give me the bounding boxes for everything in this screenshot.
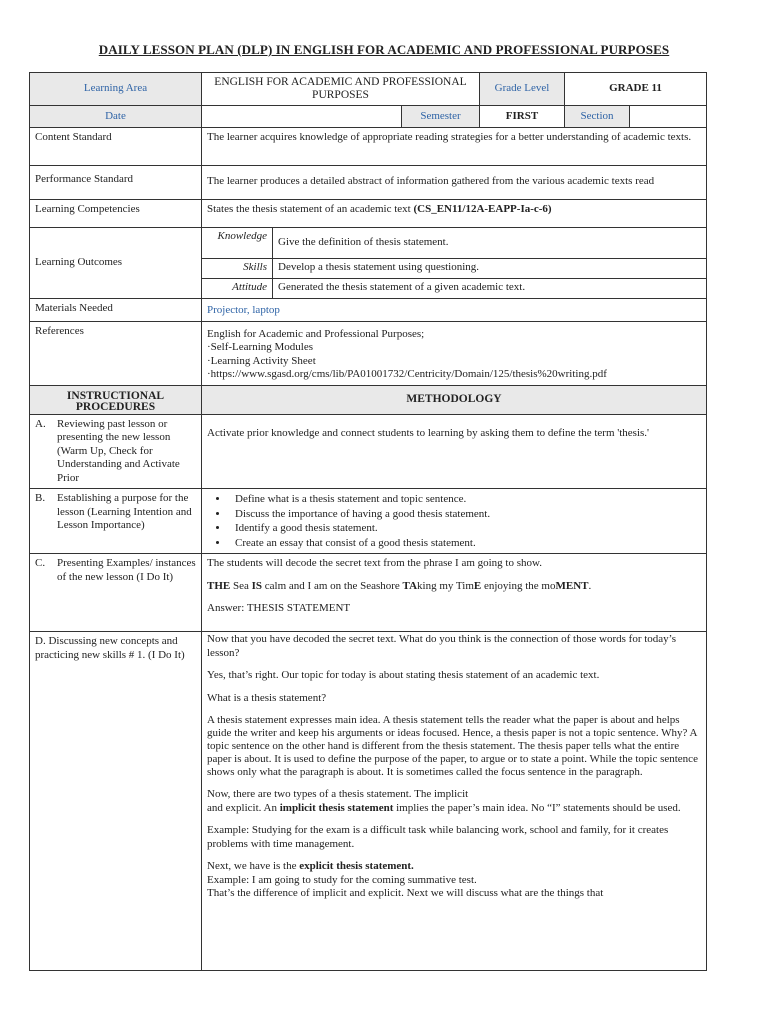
procedures-header: INSTRUCTIONAL PROCEDURES [30,385,202,414]
section-d-paragraph: What is a thesis statement? [207,691,327,704]
date-label: Date [30,106,202,128]
materials-text: Projector, laptop [202,299,707,322]
section-a-label: Reviewing past lesson or presenting the new lesson (Warm Up, Check for Understanding and Activate Prior [57,417,180,484]
performance-standard-label: Performance Standard [30,166,202,200]
section-c-label-cell [30,554,202,632]
outcome-text-knowledge: Give the definition of thesis statement. [273,228,707,258]
explicit-term: explicit thesis statement. [299,860,414,872]
content-standard-row [30,128,707,166]
secret-letter-bold: TA [402,579,418,592]
section-c-label: Presenting Examples/ instances of the new lesson (I Do It) [57,557,196,583]
section-a-letter: A. [35,417,46,430]
secret-text: Sea [230,579,252,592]
text-run: and explicit. An [207,801,280,814]
section-d-paragraph: Example: I am going to study for the coming summative test. [207,873,477,886]
section-d-paragraph [207,860,701,874]
competencies-row [30,200,707,228]
section-b-label-cell [30,489,202,554]
methodology-header: METHODOLOGY [202,385,707,414]
section-d-paragraph: Now that you have decoded the secret text. What do you think is the connection of those words for today’s lesson? [207,633,677,659]
secret-phrase [207,580,701,594]
section-b-label: Establishing a purpose for the lesson (Learning Intention and Lesson Importance) [57,492,192,531]
text-run: Next, we have is the [207,860,300,872]
reference-line: ·Learning Activity Sheet [207,354,316,367]
performance-standard-row [30,166,707,200]
secret-text: calm and I am on the Seashore [262,579,403,592]
section-d-label: D. Discussing new concepts and practicing new skills # 1. (I Do It) [30,632,202,971]
secret-letter-bold: E [473,579,482,592]
bullet-item: • Discuss the importance of having a good thesis statement. [229,507,701,522]
section-d-cell [202,632,707,971]
section-d-paragraph: That’s the difference of implicit and explicit. Next we will discuss what are the things that [207,887,604,899]
outcomes-table [202,228,706,298]
secret-text: king my Tim [417,579,474,592]
section-label: Section [565,106,630,128]
lesson-plan-table [29,72,707,971]
section-a-text: Activate prior knowledge and connect students to learning by asking them to define the term 'thesis.' [202,414,707,489]
section-c-intro: The students will decode the secret text from the phrase I am going to show. [207,557,543,569]
secret-letter-bold: THE [207,579,231,592]
section-d-paragraph [207,802,701,816]
section-b-letter: B. [35,492,46,504]
outcome-text-attitude: Generated the thesis statement of a given academic text. [278,280,526,293]
section-c-letter: C. [35,557,46,569]
references-cell [202,321,707,385]
section-d-paragraph: Example: Studying for the exam is a difficult task while balancing work, school and family, for it creates problems with time management. [207,824,669,850]
semester-value: FIRST [480,106,565,128]
secret-letter-bold: MENT [555,579,589,592]
reference-link: ·https://www.sgasd.org/cms/lib/PA01001732/Centricity/Domain/125/thesis%20writing.pdf [207,368,607,380]
section-c-cell [202,554,707,632]
semester-label: Semester [402,106,480,128]
section-value [630,106,707,128]
competencies-text: States the thesis statement of an academic text [207,203,411,215]
section-c-answer: Answer: THESIS STATEMENT [207,602,351,614]
learning-area-value: ENGLISH FOR ACADEMIC AND PROFESSIONAL PURPOSES [202,73,480,106]
header-row-learning-area [30,73,707,106]
bullet-item: • Define what is a thesis statement and topic sentence. [229,492,701,507]
content-standard-text: The learner acquires knowledge of appropriate reading strategies for a better understanding of academic texts. [202,128,707,166]
reference-line: English for Academic and Professional Purposes; [207,327,425,340]
bullet-item: • Create an essay that consist of a good thesis statement. [229,536,701,551]
outcomes-cell [202,228,707,299]
bullet-item: • Identify a good thesis statement. [229,521,701,536]
materials-row [30,299,707,322]
secret-letter-bold: IS [251,579,263,592]
performance-standard-text: The learner produces a detailed abstract of information gathered from the various academic texts read [202,166,707,200]
grade-level-value: GRADE 11 [565,73,707,106]
outcomes-row [30,228,707,299]
reference-line: ·Self-Learning Modules [207,341,313,353]
section-b-bullets [207,492,701,550]
outcome-type-knowledge: Knowledge [202,228,273,258]
learning-area-label: Learning Area [30,73,202,106]
text-run: implies the paper’s main idea. No “I” statements should be used. [393,801,681,814]
header-row-date [30,106,707,128]
references-label: References [30,321,202,385]
procedures-header-row [30,385,707,414]
competencies-label: Learning Competencies [30,200,202,228]
date-value [202,106,402,128]
outcomes-label: Learning Outcomes [30,228,202,299]
outcome-text-skills: Develop a thesis statement using questioning. [273,258,707,278]
competencies-code: (CS_EN11/12A-EAPP-Ia-c-6) [413,203,552,215]
section-d-paragraph: A thesis statement expresses main idea. A thesis statement tells the reader what the paper is about and helps guide the writer and keep his arguments or ideas focused. Hence, a thesis paper is not a topic sentence. Why? A topic sentence on the other hand is different from the thesis statement. The thesis paper tells what the entire paper is about. It is used to define the purpose of the paper, to argue or to state a point. While the topic sentence shows only what the paragraph is about. It is sometimes called the focus sentence in the paragraph. [207,714,698,778]
secret-text: . [588,579,592,592]
implicit-term: implicit thesis statement [279,801,394,814]
competencies-cell [202,200,707,228]
section-d-row [30,632,707,971]
content-standard-label: Content Standard [30,128,202,166]
section-d-paragraph: Yes, that’s right. Our topic for today is about stating thesis statement of an academic text. [207,669,600,681]
outcome-type-skills: Skills [202,258,273,278]
section-b-cell [202,489,707,554]
section-d-paragraph: Now, there are two types of a thesis statement. The implicit [207,788,469,800]
section-b-row [30,489,707,554]
section-a-row [30,414,707,489]
grade-level-label: Grade Level [480,73,565,106]
document-title: DAILY LESSON PLAN (DLP) IN ENGLISH FOR ACADEMIC AND PROFESSIONAL PURPOSES [98,42,670,57]
outcome-type-attitude: Attitude [202,278,273,298]
section-c-row [30,554,707,632]
secret-text: enjoying the mo [481,579,556,592]
section-a-label-cell [30,414,202,489]
references-row [30,321,707,385]
materials-label: Materials Needed [30,299,202,322]
